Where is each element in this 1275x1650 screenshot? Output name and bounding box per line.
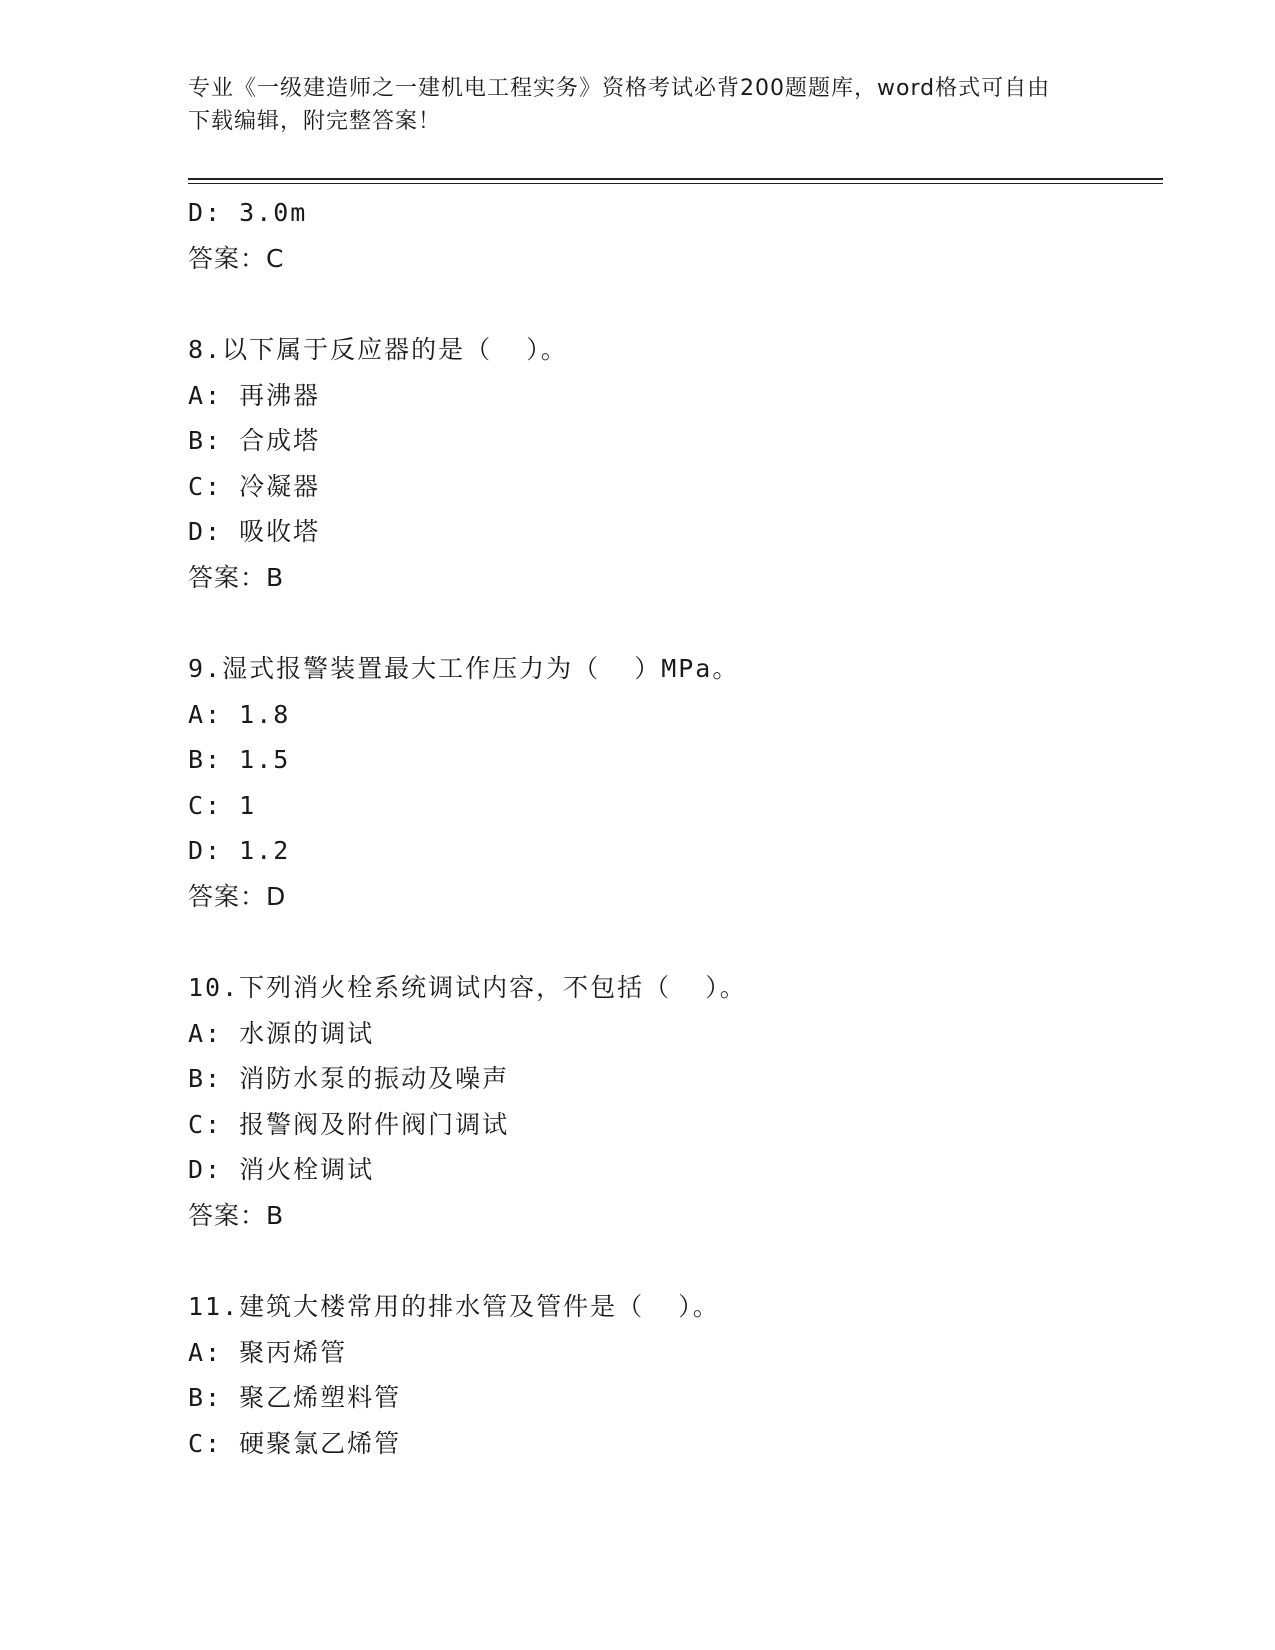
option-b: B: 合成塔 [188,426,321,455]
answer: 答案：B [188,562,285,592]
option-a: A: 再沸器 [188,380,321,410]
question-stem: 11.建筑大楼常用的排水管及管件是（ ）。 [188,1292,720,1321]
header-divider-thin [188,183,1163,184]
question-11 [188,1284,1163,1466]
answer: 答案：D [188,881,287,911]
option-b: B: 聚乙烯塑料管 [188,1383,402,1412]
option-c: C: 硬聚氯乙烯管 [188,1428,402,1458]
question-9 [188,646,1163,919]
question-stem: 8.以下属于反应器的是（ ）。 [188,335,568,364]
option-d: D: 消火栓调试 [188,1155,375,1184]
option-c: C: 冷凝器 [188,471,321,501]
option-c: C: 报警阀及附件阀门调试 [188,1109,510,1139]
option-b: B: 1.5 [188,745,291,774]
question-10 [188,965,1163,1238]
prev-answer: 答案：C [188,243,285,273]
prev-option-d: D: 3.0m [188,198,308,227]
option-d: D: 吸收塔 [188,517,321,546]
option-a: A: 1.8 [188,699,291,729]
option-c: C: 1 [188,790,257,820]
question-8 [188,327,1163,600]
question-stem: 9.湿式报警装置最大工作压力为（ ）MPa。 [188,654,740,683]
option-d: D: 1.2 [188,836,291,865]
question-stem: 10.下列消火栓系统调试内容，不包括（ ）。 [188,973,747,1002]
option-a: A: 聚丙烯管 [188,1337,348,1367]
question-list [188,190,1163,1466]
document-header: 专业《一级建造师之一建机电工程实务》资格考试必背200题题库，word格式可自由下载编辑，附完整答案！ [188,76,1051,134]
option-b: B: 消防水泵的振动及噪声 [188,1064,510,1093]
header-divider-thick [188,178,1163,180]
option-a: A: 水源的调试 [188,1018,375,1048]
answer: 答案：B [188,1200,285,1230]
